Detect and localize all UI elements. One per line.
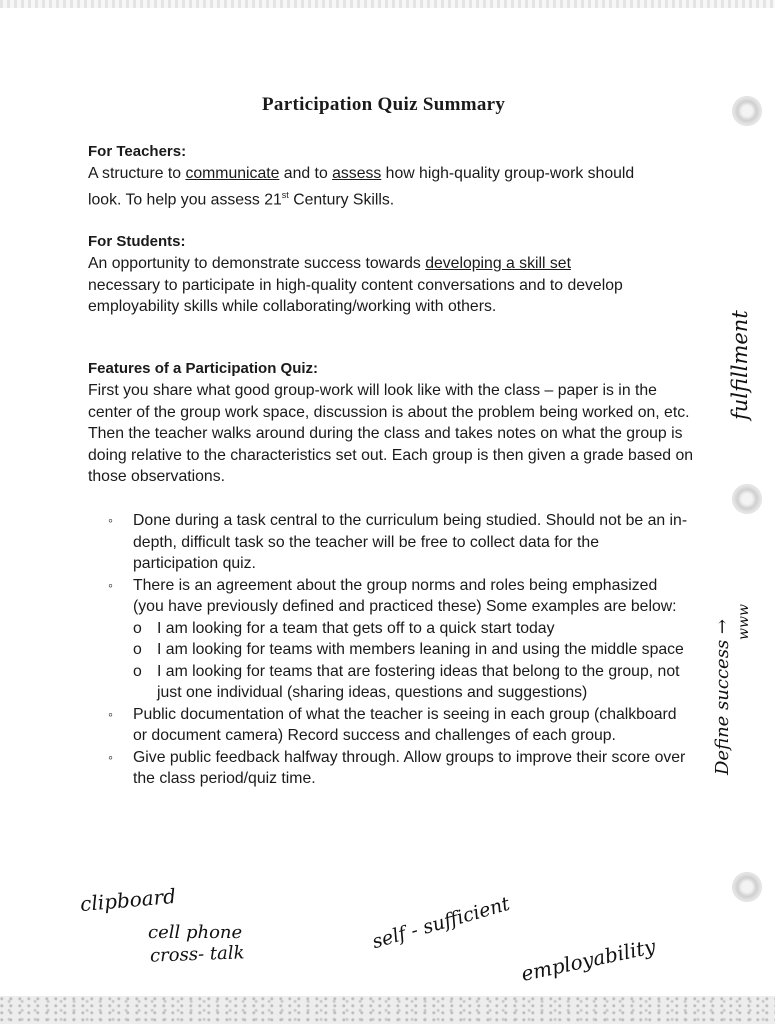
bullet-list [108, 510, 688, 790]
sub-bullet-item: o I am looking for a team that gets off to a quick start today [133, 618, 688, 640]
handwritten-self-sufficient: self - sufficient [369, 892, 513, 954]
handwritten-cross-talk: cross- talk [149, 942, 245, 967]
students-heading: For Students: [88, 233, 186, 250]
sub-bullet-list [133, 618, 688, 704]
bullet-item [108, 704, 688, 747]
handwritten-employability: employability [518, 934, 658, 986]
students-text-part: employability skills while collaborating/working with others. [88, 298, 497, 315]
features-heading: Features of a Participation Quiz: [88, 360, 319, 377]
bullet-text: Public documentation of what the teacher is seeing in each group (chalkboard or document camera) Record success and challenges of each group. [133, 705, 677, 744]
skill-set-underline: developing a skill set [425, 255, 571, 272]
bullet-item [108, 747, 688, 790]
ordinal-suffix: st [281, 189, 289, 200]
binder-hole [732, 484, 762, 514]
teachers-text-part: how high-quality group-work should [381, 165, 635, 182]
students-text-part: An opportunity to demonstrate success towards [88, 255, 426, 272]
handwritten-clipboard: clipboard [79, 883, 177, 917]
teachers-text-part: look. To help you assess 21 [88, 190, 282, 208]
bullet-text: Give public feedback halfway through. Allow groups to improve their score over the class period/quiz time. [133, 748, 686, 787]
binder-hole [732, 96, 762, 126]
assess-underline: assess [332, 165, 382, 182]
features-paragraph: First you share what good group-work will look like with the class – paper is in the center of the group work space, discussion is about the problem being worked on, etc. Then the teacher walks around during the class and takes notes on what the group is doing relative to the characteristics set out. Each group is then given a grade based on those observations. [88, 382, 694, 485]
bullet-item [108, 575, 688, 704]
teachers-text [88, 163, 703, 210]
binder-hole [732, 872, 762, 902]
sub-bullet-item: o I am looking for teams that are fostering ideas that belong to the group, not just one individual (sharing ideas, questions and suggestions) [133, 661, 688, 704]
bullet-text: There is an agreement about the group norms and roles being emphasized (you have previously defined and practiced these) Some examples are below: [133, 576, 677, 615]
bullet-item [108, 510, 688, 575]
scan-top-edge [0, 0, 775, 8]
students-text-part: necessary to participate in high-quality content conversations and to develop [88, 276, 623, 294]
handwritten-cell-phone: cell phone [148, 922, 243, 943]
teachers-heading: For Teachers: [88, 143, 187, 160]
communicate-underline: communicate [185, 165, 280, 182]
page-title: Participation Quiz Summary [262, 94, 506, 115]
students-text [88, 253, 703, 318]
handwritten-define-success-extra: www [736, 604, 752, 640]
sub-bullet-item: o I am looking for teams with members leaning in and using the middle space [133, 639, 688, 661]
teachers-text-part: A structure to [88, 165, 186, 182]
handwritten-define-success: Define success → [712, 619, 733, 775]
scan-bottom-edge [0, 996, 775, 1024]
handwritten-fulfillment: fulfillment [728, 310, 752, 420]
teachers-text-part: Century Skills. [288, 190, 395, 208]
bullet-text: Done during a task central to the curriculum being studied. Should not be an in-depth, difficult task so the teacher will be free to collect data for the participation quiz. [133, 512, 688, 572]
teachers-text-part: and to [279, 165, 333, 182]
